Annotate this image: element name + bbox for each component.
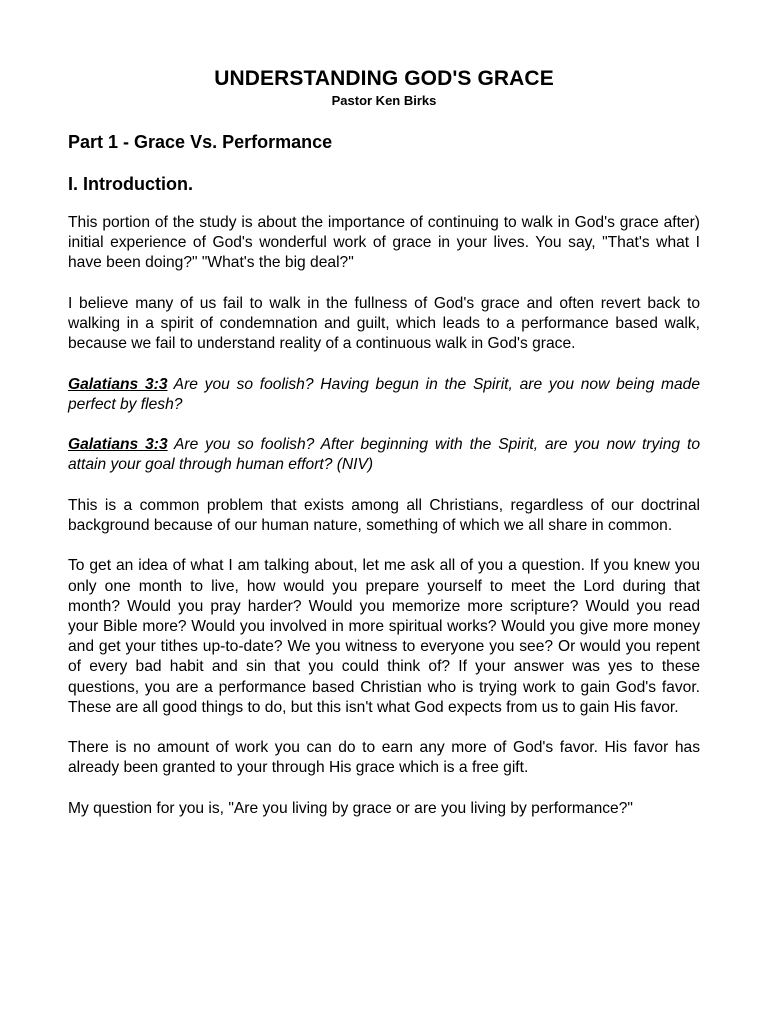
section-heading: I. Introduction. [68,174,193,194]
author-line: Pastor Ken Birks [331,93,437,108]
document-page [68,66,700,839]
paragraph: My question for you is, "Are you living by grace or are you living by performance?" [68,799,633,817]
part-heading: Part 1 - Grace Vs. Performance [68,132,333,152]
scripture-reference: Galatians 3:3 [68,375,168,393]
paragraph: I believe many of us fail to walk in the fullness of God's grace and often revert back to walking in a spirit of condemnation and guilt, which leads to a performance based walk, because we fail to understand reality of a continuous walk in God's grace. [68,294,700,353]
scripture-text: Are you so foolish? Having begun in the Spirit, are you now being made perfect by flesh? [68,375,701,413]
scripture-quote [68,435,700,475]
paragraph: This is a common problem that exists among all Christians, regardless of our doctrinal background because of our human nature, something of which we all share in common. [68,496,700,534]
scripture-reference: Galatians 3:3 [68,436,168,454]
paragraph: There is no amount of work you can do to earn any more of God's favor. His favor has already been granted to your through His grace which is a free gift. [68,739,700,777]
document-title: UNDERSTANDING GOD'S GRACE [214,67,554,90]
paragraph: To get an idea of what I am talking about, let me ask all of you a question. If you knew you only one month to live, how would you prepare yourself to meet the Lord during that month? Would you pray harder? Would you memorize more scripture? Would you read your Bible more? Would you involved in more spiritual works? Would you give more money and get your tithes up-to-date? We you witness to everyone you see? Or would you repent of every bad habit and sin that you could think of? If your answer was yes to these questions, you are a performance based Christian who is trying work to gain God's favor. These are all good things to do, but this isn't what God expects from us to gain His favor. [68,557,700,716]
scripture-text: Are you so foolish? After beginning with the Spirit, are you now trying to attain your goal through human effort? (NIV) [68,436,700,474]
paragraph: This portion of the study is about the importance of continuing to walk in God's grace after) initial experience of God's wonderful work of grace in your lives. You say, "That's what I have been doing?" "What's the big deal?" [68,214,700,272]
scripture-quote [68,375,700,415]
